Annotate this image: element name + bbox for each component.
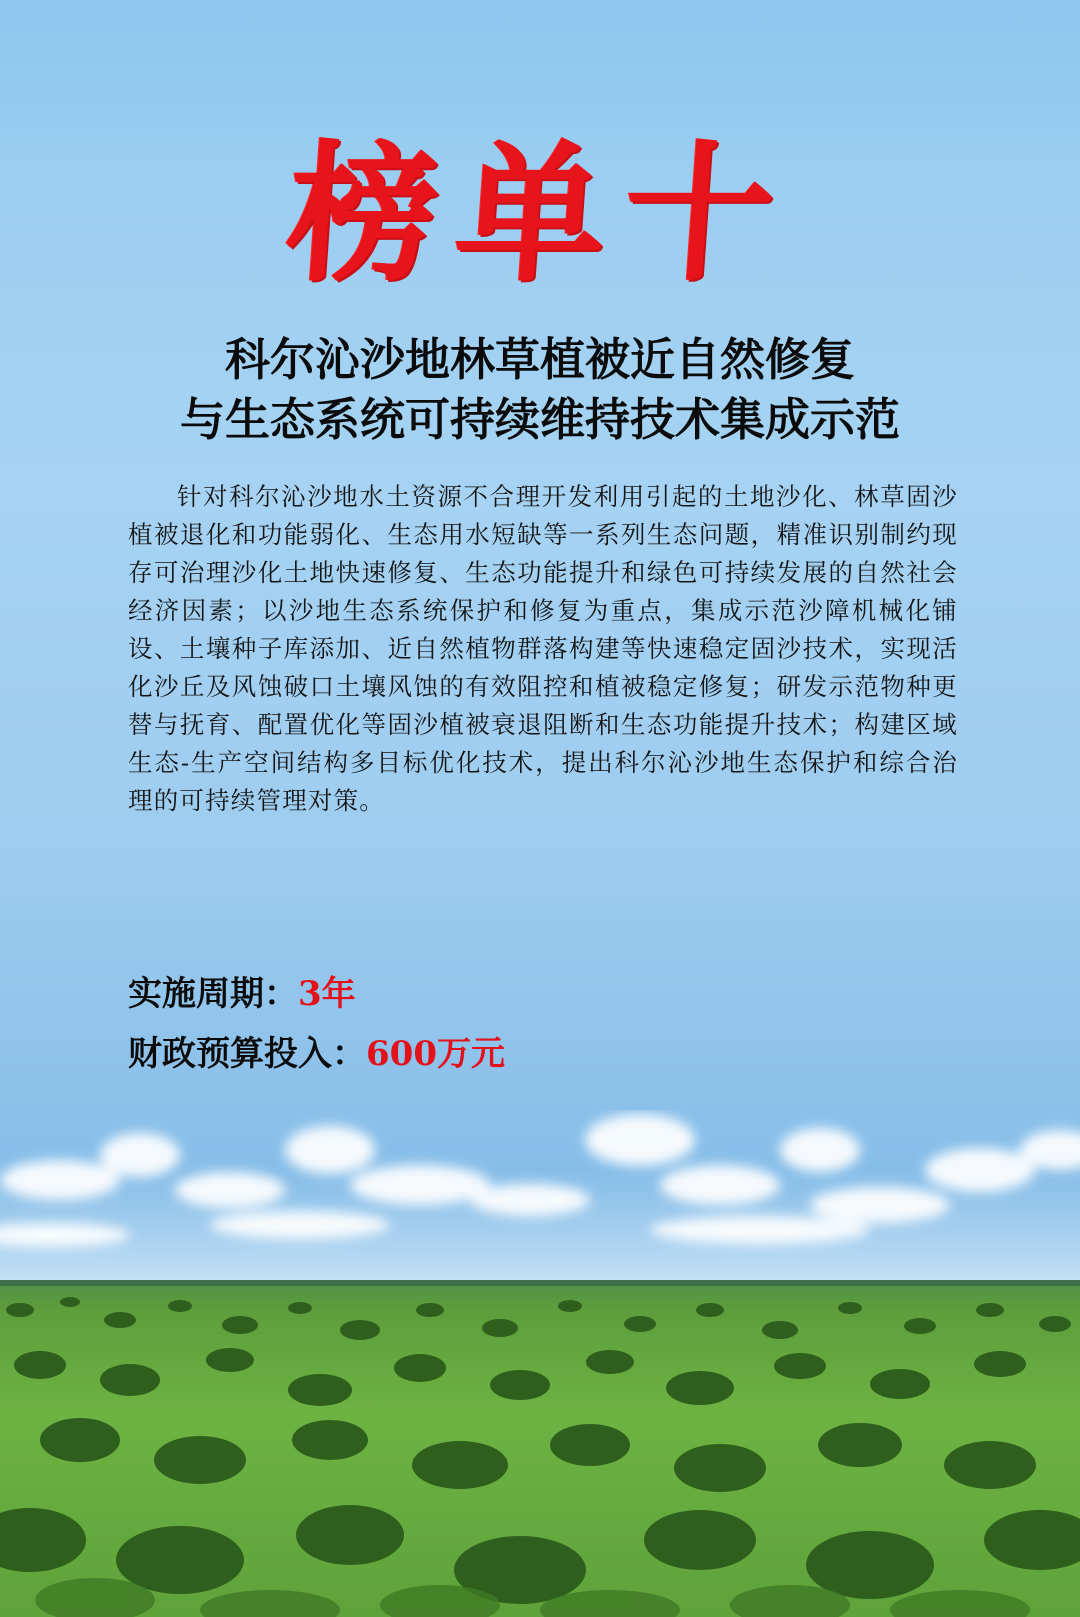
- project-title-line-1: 科尔沁沙地林草植被近自然修复: [224, 333, 855, 386]
- clouds-image: [0, 1110, 1080, 1290]
- budget-label: 财政预算投入：: [128, 1034, 366, 1074]
- implementation-period-value: 3年: [298, 974, 356, 1014]
- headline-calligraphy: 榜单十: [281, 128, 799, 302]
- implementation-period-label: 实施周期：: [128, 974, 298, 1014]
- project-title: [0, 330, 1080, 450]
- budget: [128, 1032, 505, 1076]
- project-title-line-2: 与生态系统可持续维持技术集成示范: [179, 393, 900, 446]
- grassland-image: [0, 1280, 1080, 1617]
- implementation-period: [128, 972, 356, 1016]
- project-description: 针对科尔沁沙地水土资源不合理开发利用引起的土地沙化、林草固沙植被退化和功能弱化、生态用水短缺等一系列生态问题，精准识别制约现存可治理沙化土地快速修复、生态功能提升和绿色可持续发展的自然社会经济因素；以沙地生态系统保护和修复为重点，集成示范沙障机械化铺设、土壤种子库添加、近自然植物群落构建等快速稳定固沙技术，实现活化沙丘及风蚀破口土壤风蚀的有效阻控和植被稳定修复；研发示范物种更替与抚育、配置优化等固沙植被衰退阻断和生态功能提升技术；构建区域生态-生产空间结构多目标优化技术，提出科尔沁沙地生态保护和综合治理的可持续管理对策。: [128, 482, 958, 815]
- budget-value: 600万元: [366, 1034, 505, 1074]
